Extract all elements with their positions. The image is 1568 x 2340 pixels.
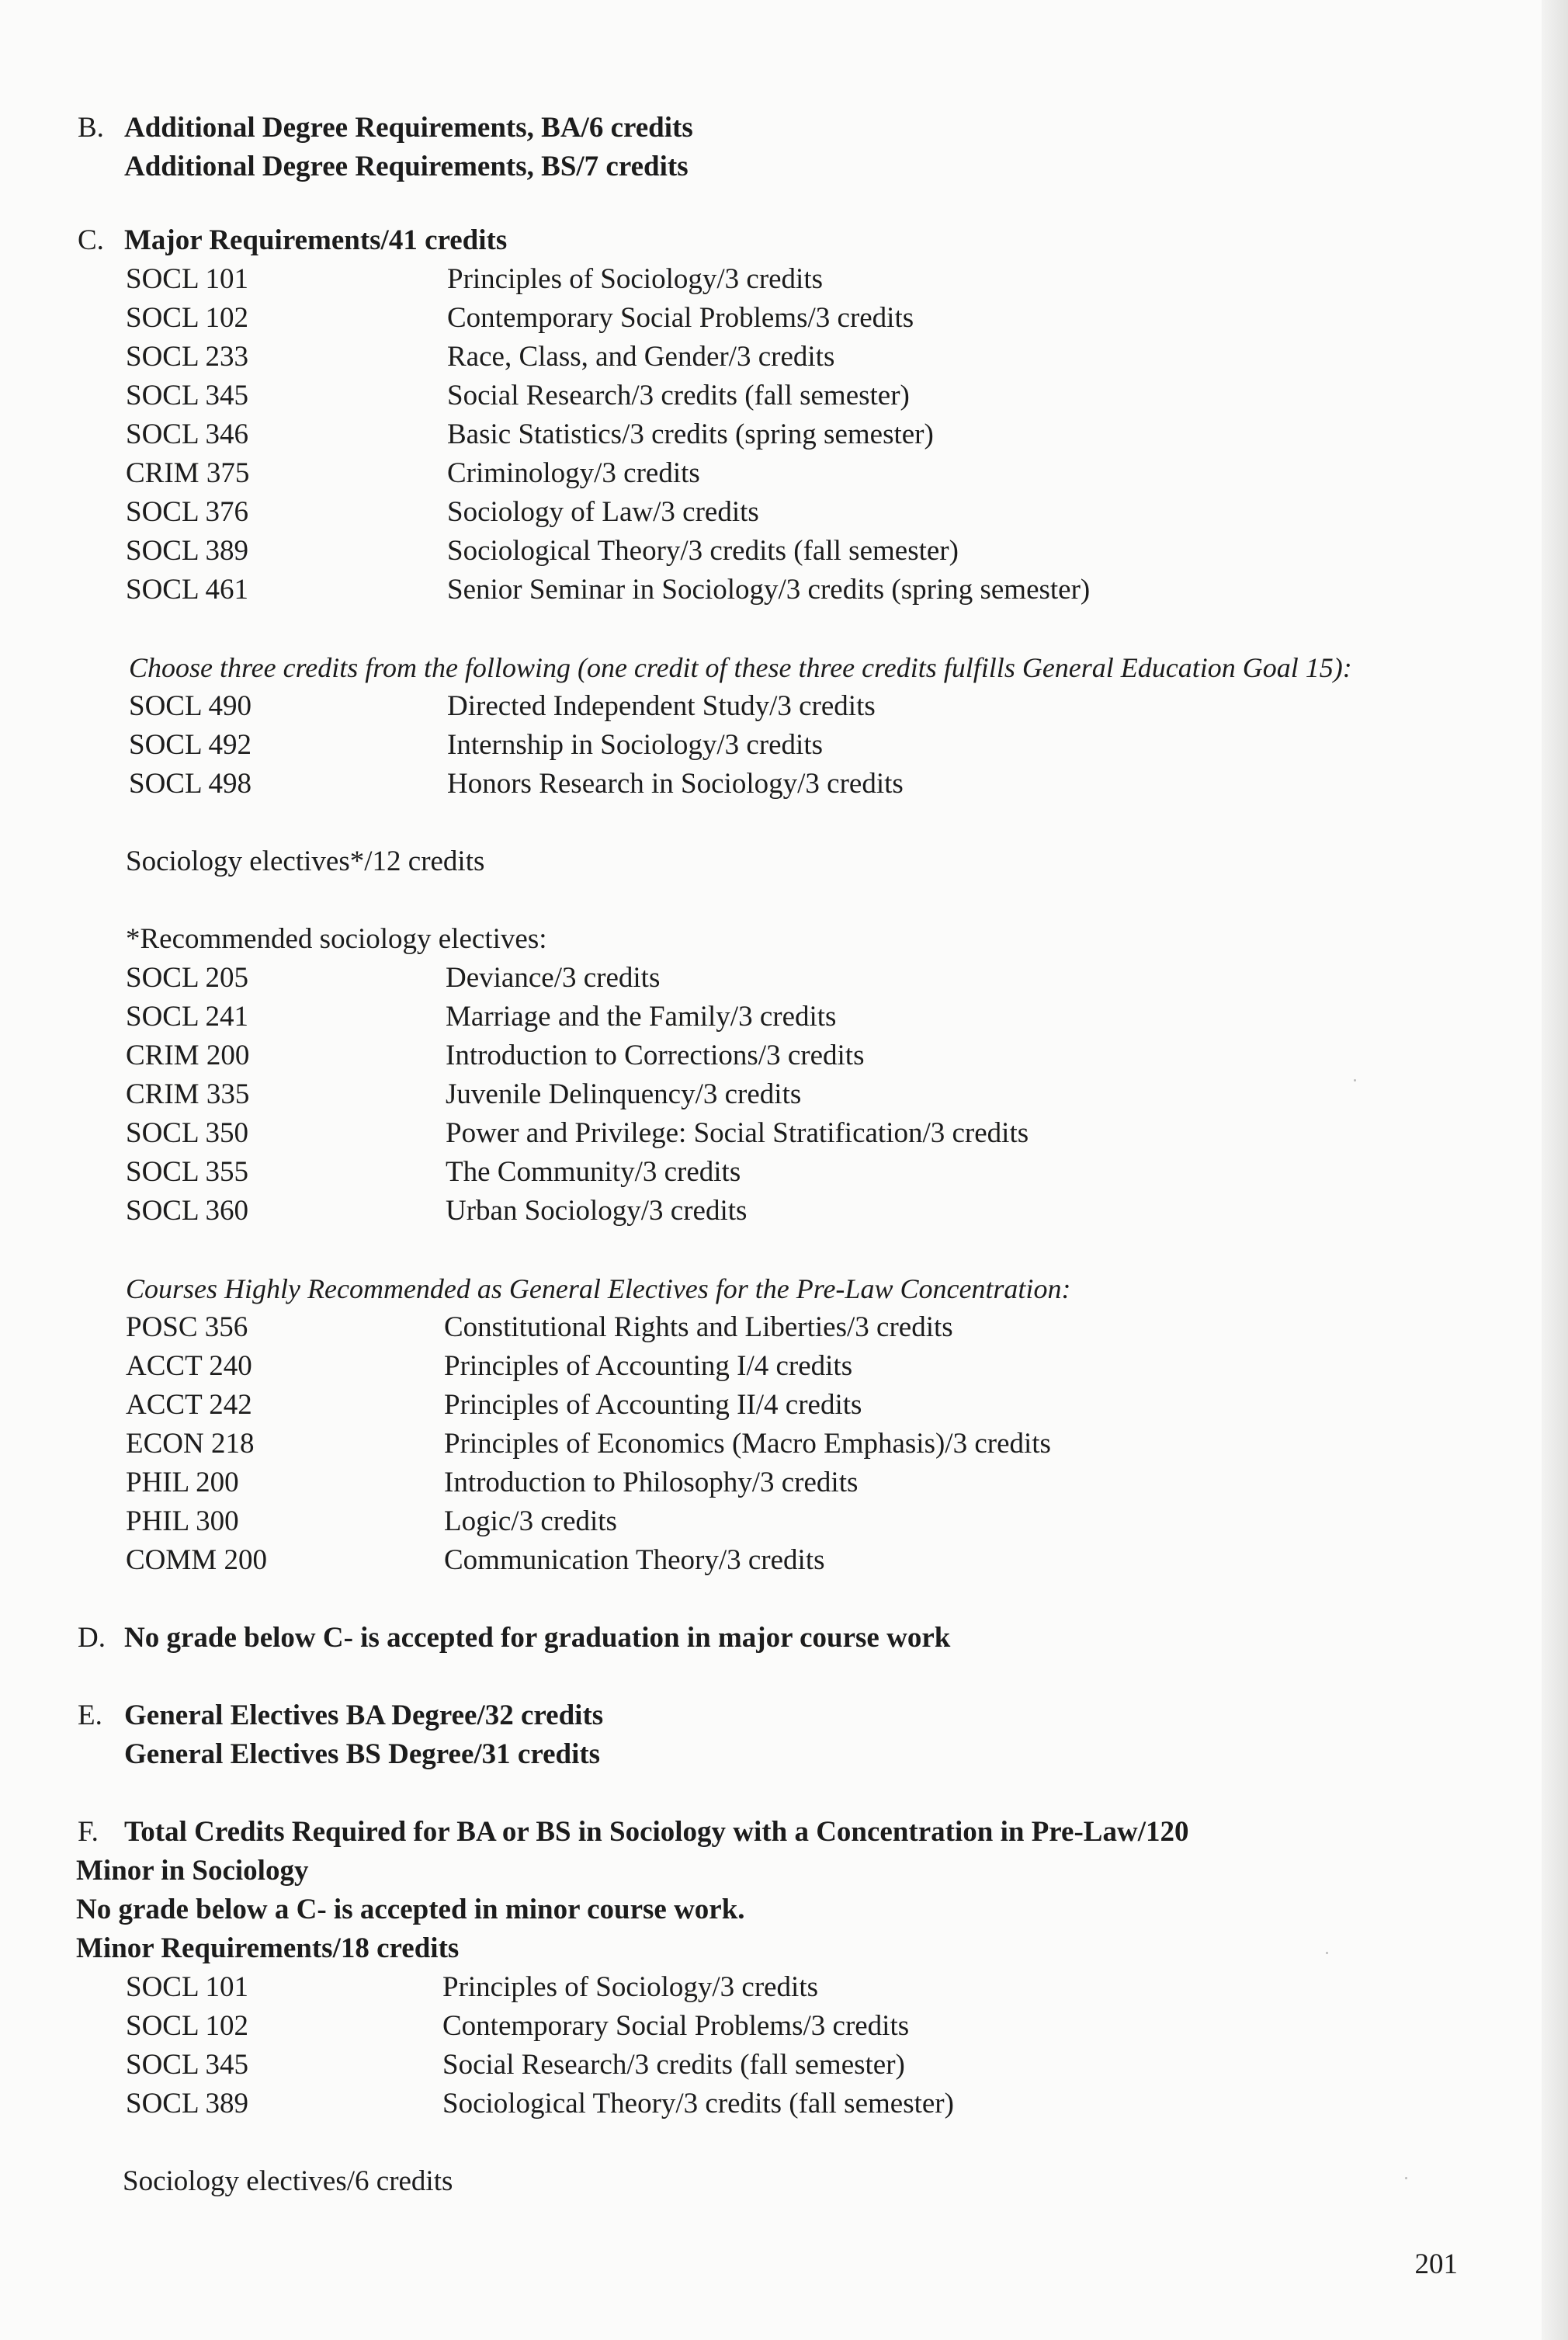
course-code: CRIM 335: [126, 1078, 250, 1110]
course-title: Communication Theory/3 credits: [444, 1544, 825, 1576]
course-title: Sociological Theory/3 credits (fall semester): [447, 535, 959, 567]
course-title: Juvenile Delinquency/3 credits: [446, 1078, 802, 1110]
course-title: Senior Seminar in Sociology/3 credits (spring semester): [447, 574, 1091, 606]
course-title: Principles of Accounting I/4 credits: [444, 1350, 853, 1382]
course-title: Constitutional Rights and Liberties/3 credits: [444, 1311, 953, 1343]
section-e-line-2: General Electives BS Degree/31 credits: [124, 1738, 601, 1770]
course-code: SOCL 205: [126, 962, 248, 994]
course-code: SOCL 389: [126, 2088, 248, 2120]
course-code: SOCL 498: [129, 768, 252, 800]
course-code: PHIL 200: [126, 1467, 239, 1498]
course-title: Marriage and the Family/3 credits: [446, 1001, 837, 1033]
course-code: SOCL 389: [126, 535, 248, 567]
section-c-letter: C.: [78, 224, 104, 256]
course-title: Contemporary Social Problems/3 credits: [442, 2010, 910, 2042]
course-code: SOCL 241: [126, 1001, 248, 1033]
course-code: SOCL 345: [126, 380, 248, 411]
section-f-text: Total Credits Required for BA or BS in Sociology with a Concentration in Pre-Law/120: [124, 1816, 1189, 1848]
page-number: 201: [1414, 2248, 1458, 2280]
course-title: Introduction to Corrections/3 credits: [446, 1040, 865, 1071]
course-code: SOCL 350: [126, 1117, 248, 1149]
scan-speck: [1326, 1952, 1328, 1954]
course-code: SOCL 101: [126, 1971, 248, 2003]
course-code: ECON 218: [126, 1428, 255, 1460]
course-title: Sociological Theory/3 credits (fall semester): [442, 2088, 954, 2120]
course-code: SOCL 102: [126, 2010, 248, 2042]
course-code: SOCL 101: [126, 263, 248, 295]
course-title: Basic Statistics/3 credits (spring semester): [447, 418, 934, 450]
course-title: Principles of Economics (Macro Emphasis)/3 credits: [444, 1428, 1051, 1460]
choose-three-credits-note: Choose three credits from the following (one credit of these three credits fulfills General Education Goal 15):: [129, 652, 1352, 683]
course-code: SOCL 376: [126, 496, 248, 528]
course-title: Principles of Sociology/3 credits: [442, 1971, 819, 2003]
course-title: Urban Sociology/3 credits: [446, 1195, 748, 1227]
minor-requirements-heading: Minor Requirements/18 credits: [76, 1932, 460, 1964]
course-code: SOCL 490: [129, 690, 252, 722]
section-d-letter: D.: [78, 1622, 106, 1654]
course-code: SOCL 346: [126, 418, 248, 450]
course-code: SOCL 360: [126, 1195, 248, 1227]
scan-speck: [1354, 1079, 1356, 1081]
course-code: ACCT 242: [126, 1389, 252, 1421]
course-code: CRIM 375: [126, 457, 250, 489]
section-d-text: No grade below C- is accepted for graduation in major course work: [124, 1622, 951, 1654]
course-title: Logic/3 credits: [444, 1505, 617, 1537]
recommended-electives-heading: *Recommended sociology electives:: [126, 923, 547, 955]
course-code: COMM 200: [126, 1544, 267, 1576]
course-code: SOCL 355: [126, 1156, 248, 1188]
section-b-line-2: Additional Degree Requirements, BS/7 credits: [124, 151, 689, 182]
section-b-letter: B.: [78, 112, 104, 144]
course-code: SOCL 461: [126, 574, 248, 606]
course-title: Power and Privilege: Social Stratification/3 credits: [446, 1117, 1029, 1149]
prelaw-recommended-heading: Courses Highly Recommended as General Electives for the Pre-Law Concentration:: [126, 1273, 1071, 1304]
course-code: CRIM 200: [126, 1040, 250, 1071]
sociology-electives: Sociology electives*/12 credits: [126, 845, 485, 877]
course-code: SOCL 492: [129, 729, 252, 761]
course-title: The Community/3 credits: [446, 1156, 741, 1188]
course-title: Deviance/3 credits: [446, 962, 661, 994]
course-title: Introduction to Philosophy/3 credits: [444, 1467, 859, 1498]
course-code: PHIL 300: [126, 1505, 239, 1537]
minor-sociology-electives: Sociology electives/6 credits: [123, 2165, 453, 2197]
course-code: POSC 356: [126, 1311, 248, 1343]
section-e-letter: E.: [78, 1699, 102, 1731]
minor-grade-note: No grade below a C- is accepted in minor course work.: [76, 1894, 745, 1925]
course-title: Principles of Sociology/3 credits: [447, 263, 824, 295]
course-title: Honors Research in Sociology/3 credits: [447, 768, 904, 800]
section-f-letter: F.: [78, 1816, 99, 1848]
course-code: ACCT 240: [126, 1350, 252, 1382]
course-title: Criminology/3 credits: [447, 457, 700, 489]
course-title: Race, Class, and Gender/3 credits: [447, 341, 835, 373]
course-code: SOCL 233: [126, 341, 248, 373]
scan-speck: [1405, 2177, 1407, 2179]
minor-heading: Minor in Sociology: [76, 1855, 309, 1887]
course-title: Principles of Accounting II/4 credits: [444, 1389, 862, 1421]
course-title: Social Research/3 credits (fall semester): [442, 2049, 905, 2081]
course-code: SOCL 102: [126, 302, 248, 334]
section-c-heading: Major Requirements/41 credits: [124, 224, 508, 256]
section-b-line-1: Additional Degree Requirements, BA/6 credits: [124, 112, 693, 144]
course-title: Internship in Sociology/3 credits: [447, 729, 824, 761]
section-e-line-1: General Electives BA Degree/32 credits: [124, 1699, 604, 1731]
course-title: Sociology of Law/3 credits: [447, 496, 759, 528]
course-code: SOCL 345: [126, 2049, 248, 2081]
course-title: Social Research/3 credits (fall semester): [447, 380, 910, 411]
course-title: Directed Independent Study/3 credits: [447, 690, 876, 722]
course-title: Contemporary Social Problems/3 credits: [447, 302, 914, 334]
